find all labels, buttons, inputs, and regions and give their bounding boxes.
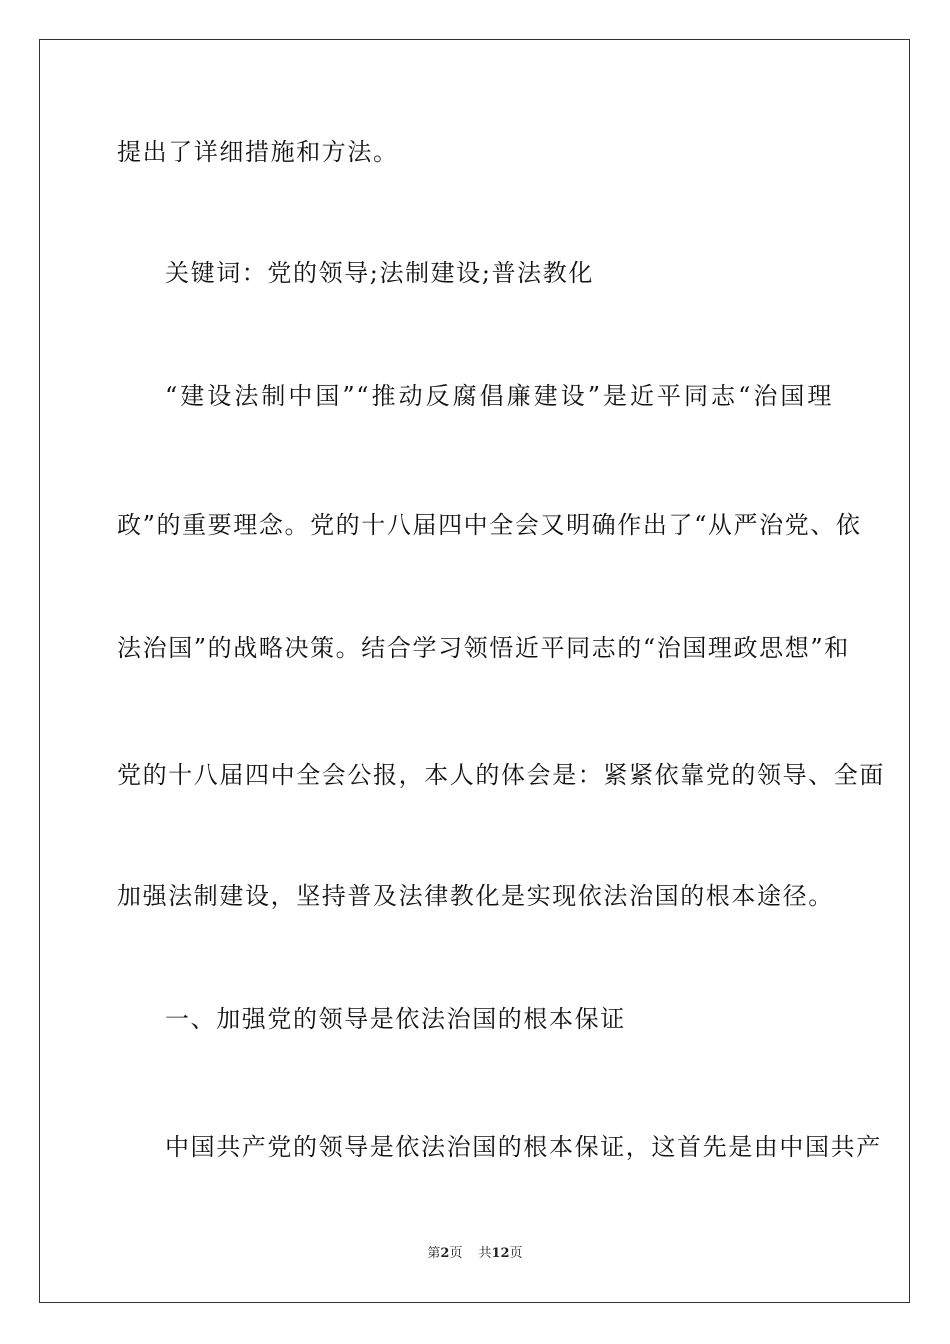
footer-page-number: 2: [440, 1246, 450, 1261]
paragraph-line-3: 政”的重要理念。党的十八届四中全会又明确作出了“从严治党、依: [117, 511, 862, 539]
footer-total-prefix: 共: [478, 1246, 492, 1261]
page-footer: [0, 1245, 950, 1263]
footer-total-number: 12: [491, 1246, 510, 1261]
page-border: [39, 39, 910, 1303]
paragraph-line-6: 加强法制建设，坚持普及法律教化是实现依法治国的根本途径。: [117, 882, 834, 910]
paragraph-line-4: 法治国”的战略决策。结合学习领悟近平同志的“治国理政思想”和: [117, 634, 850, 662]
paragraph-line-5: 党的十八届四中全会公报，本人的体会是：紧紧依靠党的领导、全面: [117, 761, 885, 789]
section-heading: 一、加强党的领导是依法治国的根本保证: [165, 1005, 626, 1033]
keywords-line: 关键词：党的领导;法制建设;普法教化: [165, 259, 594, 287]
footer-page-suffix: 页: [449, 1246, 463, 1261]
paragraph-line-7: 中国共产党的领导是依法治国的根本保证，这首先是由中国共产: [165, 1133, 882, 1161]
paragraph-line-2: “建设法制中国”“推动反腐倡廉建设”是近平同志“治国理: [165, 382, 833, 410]
paragraph-line-1: 提出了详细措施和方法。: [117, 138, 399, 166]
footer-page-prefix: 第: [427, 1246, 441, 1261]
footer-total-suffix: 页: [509, 1246, 523, 1261]
